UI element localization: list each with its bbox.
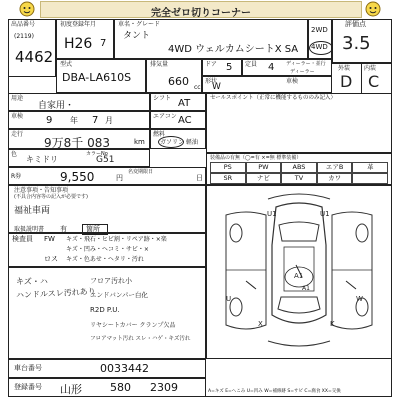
fuel-options: ガソリン 軽油 xyxy=(160,139,198,146)
aircon: AC xyxy=(178,115,192,126)
listing-code: (2119) xyxy=(14,33,34,40)
color-code-label: カラーNo xyxy=(86,151,108,157)
fuel-circle xyxy=(158,136,184,148)
recycle-label: 名変期限日 xyxy=(128,169,154,175)
color: キミドリ xyxy=(26,155,58,164)
dealer: ディーラー xyxy=(290,69,315,75)
tax-label: R券 xyxy=(11,173,22,180)
inspector-label: 検査員 xyxy=(12,235,33,243)
equipment-item: エアB xyxy=(317,162,353,173)
tax-unit: 円 xyxy=(116,174,123,182)
model-code-label: 型式 xyxy=(60,61,73,68)
dealer-label: ディーラー・並行 xyxy=(286,61,326,67)
remark-left-2: ハンドルスレ汚れあり xyxy=(15,286,96,300)
remark-right-2: エンドバンパー白化 xyxy=(90,291,148,299)
equipment-grid xyxy=(210,162,388,184)
caution-label: 注意事項・告知事項 xyxy=(14,187,69,194)
plate-area: 山形 xyxy=(60,383,82,396)
banner-title: 完全ゼロ切りコーナー xyxy=(151,8,251,19)
rating-label: 評価点 xyxy=(345,20,366,28)
displacement-unit: cc xyxy=(194,84,201,91)
interior-grade: C xyxy=(368,72,380,91)
equipment-item xyxy=(352,173,388,184)
first-reg-label: 初度登録年月 xyxy=(60,21,97,28)
mark-u1: U1 xyxy=(267,210,277,218)
tax-cell xyxy=(8,167,206,185)
chassis-label: 車台番号 xyxy=(14,364,42,372)
equipment-item: 革 xyxy=(352,162,388,173)
first-reg-month: 7 xyxy=(100,38,107,49)
car-name: タント xyxy=(123,31,151,41)
fuel-label: 燃料 xyxy=(153,131,166,138)
model-code: DBA-LA610S xyxy=(62,71,132,84)
doors-label: ドア xyxy=(205,61,217,68)
mileage-label: 走行 xyxy=(11,131,24,138)
parts-label: 箇所 xyxy=(86,225,100,233)
tax: 9,550 xyxy=(60,170,95,184)
equipment-item: PW xyxy=(246,162,282,173)
mark-u: U xyxy=(226,295,232,303)
aircon-label: エアコン xyxy=(153,113,177,120)
mark-w: W xyxy=(356,295,363,303)
exterior-label: 外装 xyxy=(338,65,351,72)
mark-x: X xyxy=(258,320,263,328)
plate-num: 2309 xyxy=(150,381,178,394)
chassis: 0033442 xyxy=(100,362,149,375)
inspection-cell xyxy=(8,111,150,129)
drive-4wd-circle xyxy=(309,41,333,55)
inspector-items: FW xyxy=(44,235,55,243)
inspection-year-unit: 年 xyxy=(70,116,78,125)
mark-k: K xyxy=(330,320,335,328)
shift: AT xyxy=(178,98,191,109)
inspection-year: 9 xyxy=(46,115,53,126)
usage-cell xyxy=(8,93,150,111)
mascot-right-icon xyxy=(364,1,382,17)
mileage-unit: km xyxy=(134,138,145,146)
exterior-grade: D xyxy=(340,72,353,91)
first-reg-year: H26 xyxy=(64,36,93,52)
recycle-unit: 日 xyxy=(196,174,203,182)
color-label: 色 xyxy=(11,151,18,158)
manual-value: 有 xyxy=(60,225,67,233)
drive-2wd: 2WD xyxy=(311,26,328,34)
rating: 3.5 xyxy=(342,33,371,54)
welfare: 福祉車両 xyxy=(14,206,51,216)
wear: キズ・色あせ・ヘタリ・汚れ xyxy=(66,256,144,263)
mark-a1: A1 xyxy=(294,272,304,280)
selling-points-label: セールスポイント（正常に機能するもののみ記入） xyxy=(210,95,337,101)
inspection-month-unit: 月 xyxy=(105,116,113,125)
remark-right-3: R2D P.U. xyxy=(90,306,120,314)
remark-left-1: キズ・ハ xyxy=(16,277,48,286)
interior-label: 内装 xyxy=(364,65,377,72)
listing-no: 4462 xyxy=(15,48,54,66)
shape-cell xyxy=(202,76,332,93)
usage-label: 用途 xyxy=(11,95,24,102)
vehicle-label: 車検 xyxy=(286,78,299,85)
inspection-label: 車検 xyxy=(11,113,24,120)
seats: 4 xyxy=(268,62,275,73)
remark-right-5: フロアマット汚れ スレ・ハゲ・キズ汚れ xyxy=(90,336,191,342)
displacement-label: 排気量 xyxy=(150,61,169,68)
equipment-item: PS xyxy=(210,162,246,173)
color-code: G51 xyxy=(96,155,115,165)
top-banner xyxy=(40,1,362,18)
model-label: 車名・グレード xyxy=(118,21,161,28)
mark-u1b: U1 xyxy=(320,210,330,218)
plate-class: 580 xyxy=(110,381,131,394)
remark-right-4: リヤシートカバー クランプ欠品 xyxy=(90,322,176,329)
manual-label: 取扱説明書 xyxy=(14,226,45,233)
equipment-item: ナビ xyxy=(246,173,282,184)
equipment-item: TV xyxy=(281,173,317,184)
damage-legend: A=キズ E=へこみ U=凹み W=補修跡 S=サビ C=腐食 XX=交換 xyxy=(208,389,341,394)
drive-4wd: 4WD xyxy=(311,43,328,51)
equipment-item: カワ xyxy=(317,173,353,184)
equipment-item: SR xyxy=(210,173,246,184)
equipment-header: 装備品の有無（◯=有 ×=無 標準装備） xyxy=(210,155,302,161)
usage: 自家用・ xyxy=(38,101,75,111)
shape-label: 形状 xyxy=(205,78,218,85)
wear-label: ロス xyxy=(44,255,58,263)
inspector-line2: キズ・凹み・ヘコミ・サビ・× xyxy=(66,246,149,253)
displacement: 660 xyxy=(168,75,189,88)
shape-value: W xyxy=(212,82,221,92)
shift-label: シフト xyxy=(153,95,172,102)
doors: 5 xyxy=(226,62,233,73)
caution-sub: (不具合内容等の記入が必要です) xyxy=(14,194,88,200)
mark-a1b: A1 xyxy=(302,285,310,292)
inspection-month: 7 xyxy=(92,115,99,126)
seats-label: 定員 xyxy=(245,61,258,68)
selling-points-cell xyxy=(206,93,392,153)
listing-no-label: 出品番号 xyxy=(11,21,36,28)
equipment-item: ABS xyxy=(281,162,317,173)
plate-label: 登録番号 xyxy=(14,383,42,391)
inspector-line1: キズ・飛石・ヒビ割・リペア跡・×楽 xyxy=(66,236,167,243)
grade: 4WD ウェルカムシートX SA xyxy=(168,44,299,55)
remark-right-1: フロア汚れ小 xyxy=(90,277,132,285)
mileage: 9万8千 083 xyxy=(44,136,110,150)
mascot-left-icon xyxy=(18,1,36,17)
